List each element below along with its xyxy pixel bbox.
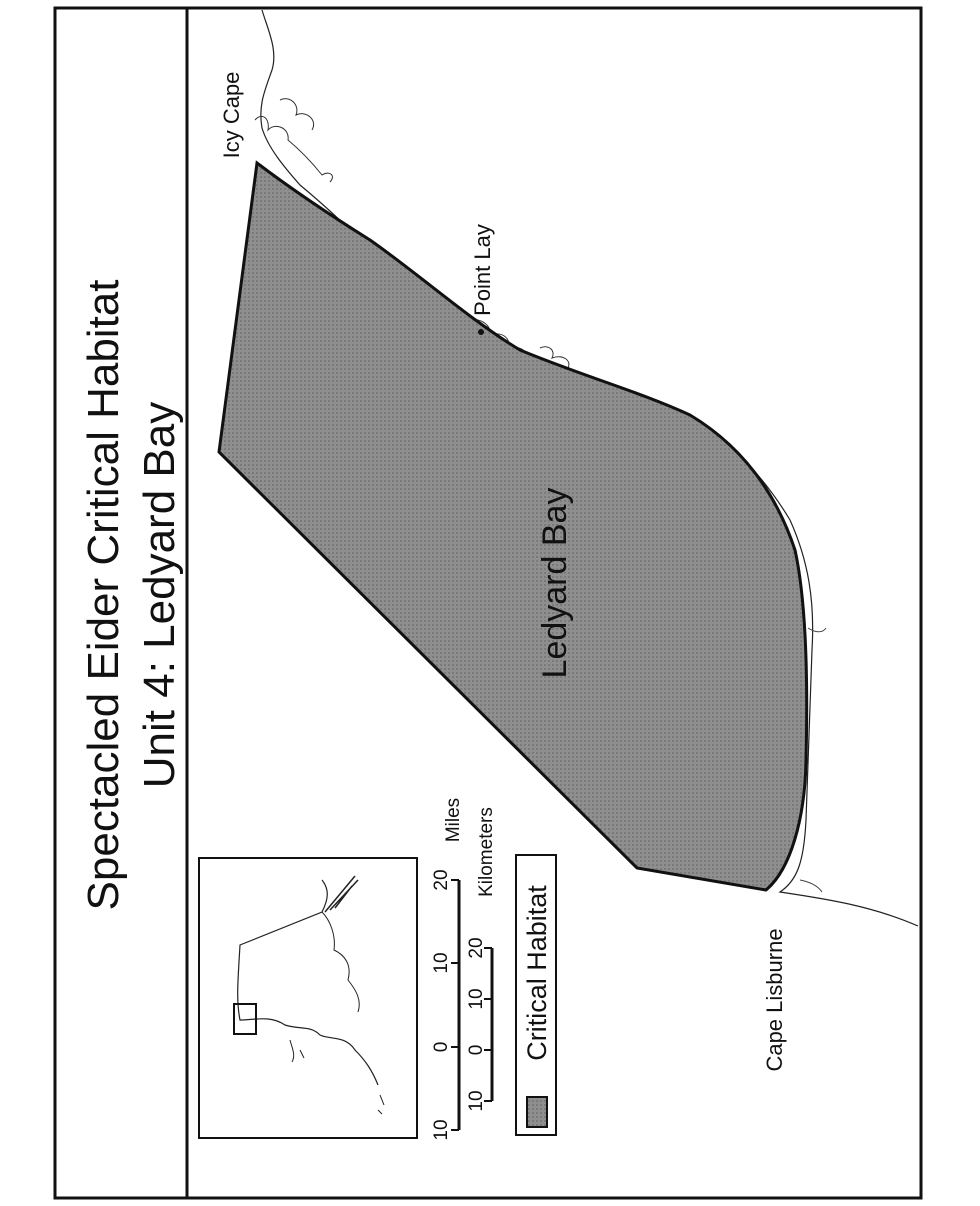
- map-title: Spectacled Eider Critical Habitat: [79, 279, 128, 911]
- km-unit-label: Kilometers: [476, 807, 497, 897]
- miles-tick-label: 20: [431, 869, 452, 891]
- map-subtitle: Unit 4: Ledyard Bay: [135, 401, 184, 789]
- point-lay-marker: [478, 329, 484, 335]
- legend-label: Critical Habitat: [522, 885, 552, 1061]
- km-tick-label: 10: [466, 988, 487, 1010]
- cape-lisburne-label: Cape Lisburne: [762, 928, 787, 1072]
- legend: [516, 855, 556, 1135]
- miles-unit-label: Miles: [443, 797, 464, 843]
- km-tick-label: 10: [466, 1090, 487, 1112]
- miles-tick-label: 0: [431, 1041, 452, 1053]
- km-tick-label: 20: [466, 937, 487, 959]
- icy-cape-label: Icy Cape: [219, 71, 244, 159]
- inset-map: [199, 858, 417, 1138]
- miles-tick-label: 10: [431, 952, 452, 974]
- legend-swatch: [527, 1097, 547, 1127]
- title-block: [79, 280, 184, 911]
- point-lay-label: Point Lay: [470, 224, 495, 316]
- inset-frame: [199, 858, 417, 1138]
- scale-bar: [431, 798, 497, 1141]
- ledyard-bay-label: Ledyard Bay: [536, 487, 574, 679]
- km-tick-label: 0: [466, 1044, 487, 1056]
- miles-tick-label: 10: [431, 1119, 452, 1141]
- critical-habitat-area: [219, 163, 807, 890]
